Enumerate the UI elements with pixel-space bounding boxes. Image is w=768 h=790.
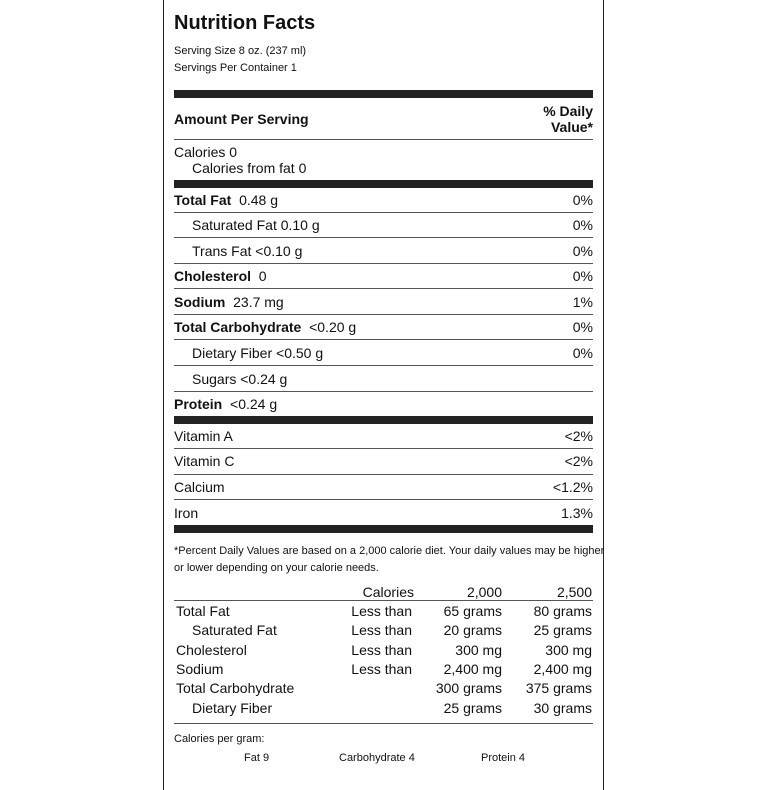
daily-table-row xyxy=(174,622,594,641)
daily-table-label: Saturated Fat xyxy=(192,622,277,638)
nutrient-daily-pct: 1% xyxy=(572,294,593,310)
thick-divider xyxy=(174,90,593,98)
nutrient-row-total-carbohydrate xyxy=(174,315,593,339)
daily-table-value-2000: 65 grams xyxy=(443,603,502,619)
nutrient-row-sodium xyxy=(174,290,593,314)
nutrient-row-cholesterol xyxy=(174,264,593,288)
daily-value-header-line1: % Daily xyxy=(543,103,593,119)
divider xyxy=(174,237,593,238)
nutrient-name: Total Fat xyxy=(174,192,232,208)
nutrient-daily-pct: 0% xyxy=(572,217,593,233)
divider xyxy=(174,339,593,340)
nutrition-label xyxy=(163,0,604,790)
daily-table-row xyxy=(174,661,594,680)
nutrient-amount: <0.24 g xyxy=(230,396,278,412)
nutrient-row-saturated-fat xyxy=(174,213,593,237)
thick-divider xyxy=(174,180,593,188)
label-title: Nutrition Facts xyxy=(174,12,316,34)
nutrient-row-dietary-fiber xyxy=(174,341,593,365)
nutrient-row-protein xyxy=(174,392,593,416)
calories-from-fat-line: Calories from fat 0 xyxy=(192,160,307,176)
nutrient-amount: 0 xyxy=(258,268,267,284)
vitamin-row xyxy=(174,501,593,525)
vitamin-row xyxy=(174,424,593,448)
daily-table-label: Sodium xyxy=(176,661,224,677)
daily-table-value-2500: 300 mg xyxy=(545,642,592,658)
nutrient-daily-pct: 0% xyxy=(572,319,593,335)
nutrient-daily-pct: 0% xyxy=(572,192,593,208)
daily-table-value-2000: 300 mg xyxy=(455,642,502,658)
vitamin-row xyxy=(174,475,593,499)
nutrient-daily-pct: 0% xyxy=(572,243,593,259)
daily-table-row xyxy=(174,642,594,661)
nutrient-name: Saturated Fat 0.10 g xyxy=(192,217,320,233)
divider xyxy=(174,600,593,601)
daily-table-header-calories: Calories xyxy=(362,584,414,600)
nutrient-name: Sodium xyxy=(174,294,226,310)
daily-table-value-2500: 30 grams xyxy=(533,700,592,716)
vitamin-daily-pct: <2% xyxy=(564,428,593,444)
nutrient-amount: <0.20 g xyxy=(309,319,357,335)
servings-per-container: Servings Per Container 1 xyxy=(174,62,297,74)
daily-table-label: Cholesterol xyxy=(176,642,247,658)
vitamin-daily-pct: <1.2% xyxy=(552,479,593,495)
nutrient-name: Trans Fat <0.10 g xyxy=(192,243,303,259)
nutrient-row-trans-fat xyxy=(174,239,593,263)
daily-table-row xyxy=(174,700,594,719)
nutrient-name: Protein xyxy=(174,396,223,412)
daily-table-label: Total Fat xyxy=(176,603,230,619)
vitamin-name: Vitamin A xyxy=(174,428,233,444)
daily-table-value-2500: 375 grams xyxy=(525,680,592,696)
daily-table-label: Dietary Fiber xyxy=(192,700,273,716)
daily-table-header-2500: 2,500 xyxy=(556,584,592,600)
daily-table-row xyxy=(174,680,594,699)
divider xyxy=(174,139,593,140)
nutrient-row-sugars xyxy=(174,367,593,391)
daily-table-qualifier: Less than xyxy=(351,661,412,677)
serving-size: Serving Size 8 oz. (237 ml) xyxy=(174,45,307,57)
daily-table-qualifier: Less than xyxy=(351,603,412,619)
daily-value-header xyxy=(543,103,593,135)
nutrient-amount: 0.48 g xyxy=(239,192,279,208)
per-gram-protein: Protein 4 xyxy=(481,752,526,764)
nutrient-amount: 23.7 mg xyxy=(233,294,284,310)
vitamin-name: Iron xyxy=(174,505,199,521)
vitamin-name: Calcium xyxy=(174,479,225,495)
nutrient-name: Total Carbohydrate xyxy=(174,319,302,335)
divider xyxy=(174,365,593,366)
vitamin-row xyxy=(174,449,593,473)
calories-per-gram-label: Calories per gram: xyxy=(174,733,265,745)
daily-table-value-2500: 25 grams xyxy=(533,622,592,638)
daily-table-row xyxy=(174,603,594,622)
per-gram-fat: Fat 9 xyxy=(244,752,270,764)
vitamin-name: Vitamin C xyxy=(174,453,235,469)
per-gram-carbohydrate: Carbohydrate 4 xyxy=(339,752,415,764)
nutrient-name: Dietary Fiber <0.50 g xyxy=(192,345,324,361)
daily-table-value-2500: 80 grams xyxy=(533,603,592,619)
daily-value-header-line2: Value* xyxy=(550,119,593,135)
divider xyxy=(174,288,593,289)
footnote-line2: or lower depending on your calorie needs. xyxy=(174,562,379,574)
nutrient-name: Cholesterol xyxy=(174,268,252,284)
thick-divider xyxy=(174,525,593,533)
divider xyxy=(174,499,593,500)
amount-per-serving: Amount Per Serving xyxy=(174,111,309,127)
vitamin-daily-pct: <2% xyxy=(564,453,593,469)
calories-line: Calories 0 xyxy=(174,144,238,160)
daily-table-value-2000: 20 grams xyxy=(443,622,502,638)
daily-table-value-2000: 25 grams xyxy=(443,700,502,716)
daily-table-qualifier: Less than xyxy=(351,622,412,638)
nutrient-row-total-fat xyxy=(174,188,593,212)
nutrient-name: Sugars <0.24 g xyxy=(192,371,288,387)
nutrient-daily-pct: 0% xyxy=(572,268,593,284)
daily-table-qualifier: Less than xyxy=(351,642,412,658)
daily-table-label: Total Carbohydrate xyxy=(176,680,295,696)
daily-table-value-2000: 300 grams xyxy=(435,680,502,696)
daily-table-header-2000: 2,000 xyxy=(466,584,502,600)
daily-table-value-2000: 2,400 mg xyxy=(443,661,502,677)
nutrient-daily-pct: 0% xyxy=(572,345,593,361)
daily-table-value-2500: 2,400 mg xyxy=(533,661,592,677)
footnote-line1: *Percent Daily Values are based on a 2,000 calorie diet. Your daily values may be higher xyxy=(174,545,605,557)
divider xyxy=(174,723,593,724)
vitamin-daily-pct: 1.3% xyxy=(561,505,593,521)
thick-divider xyxy=(174,416,593,424)
